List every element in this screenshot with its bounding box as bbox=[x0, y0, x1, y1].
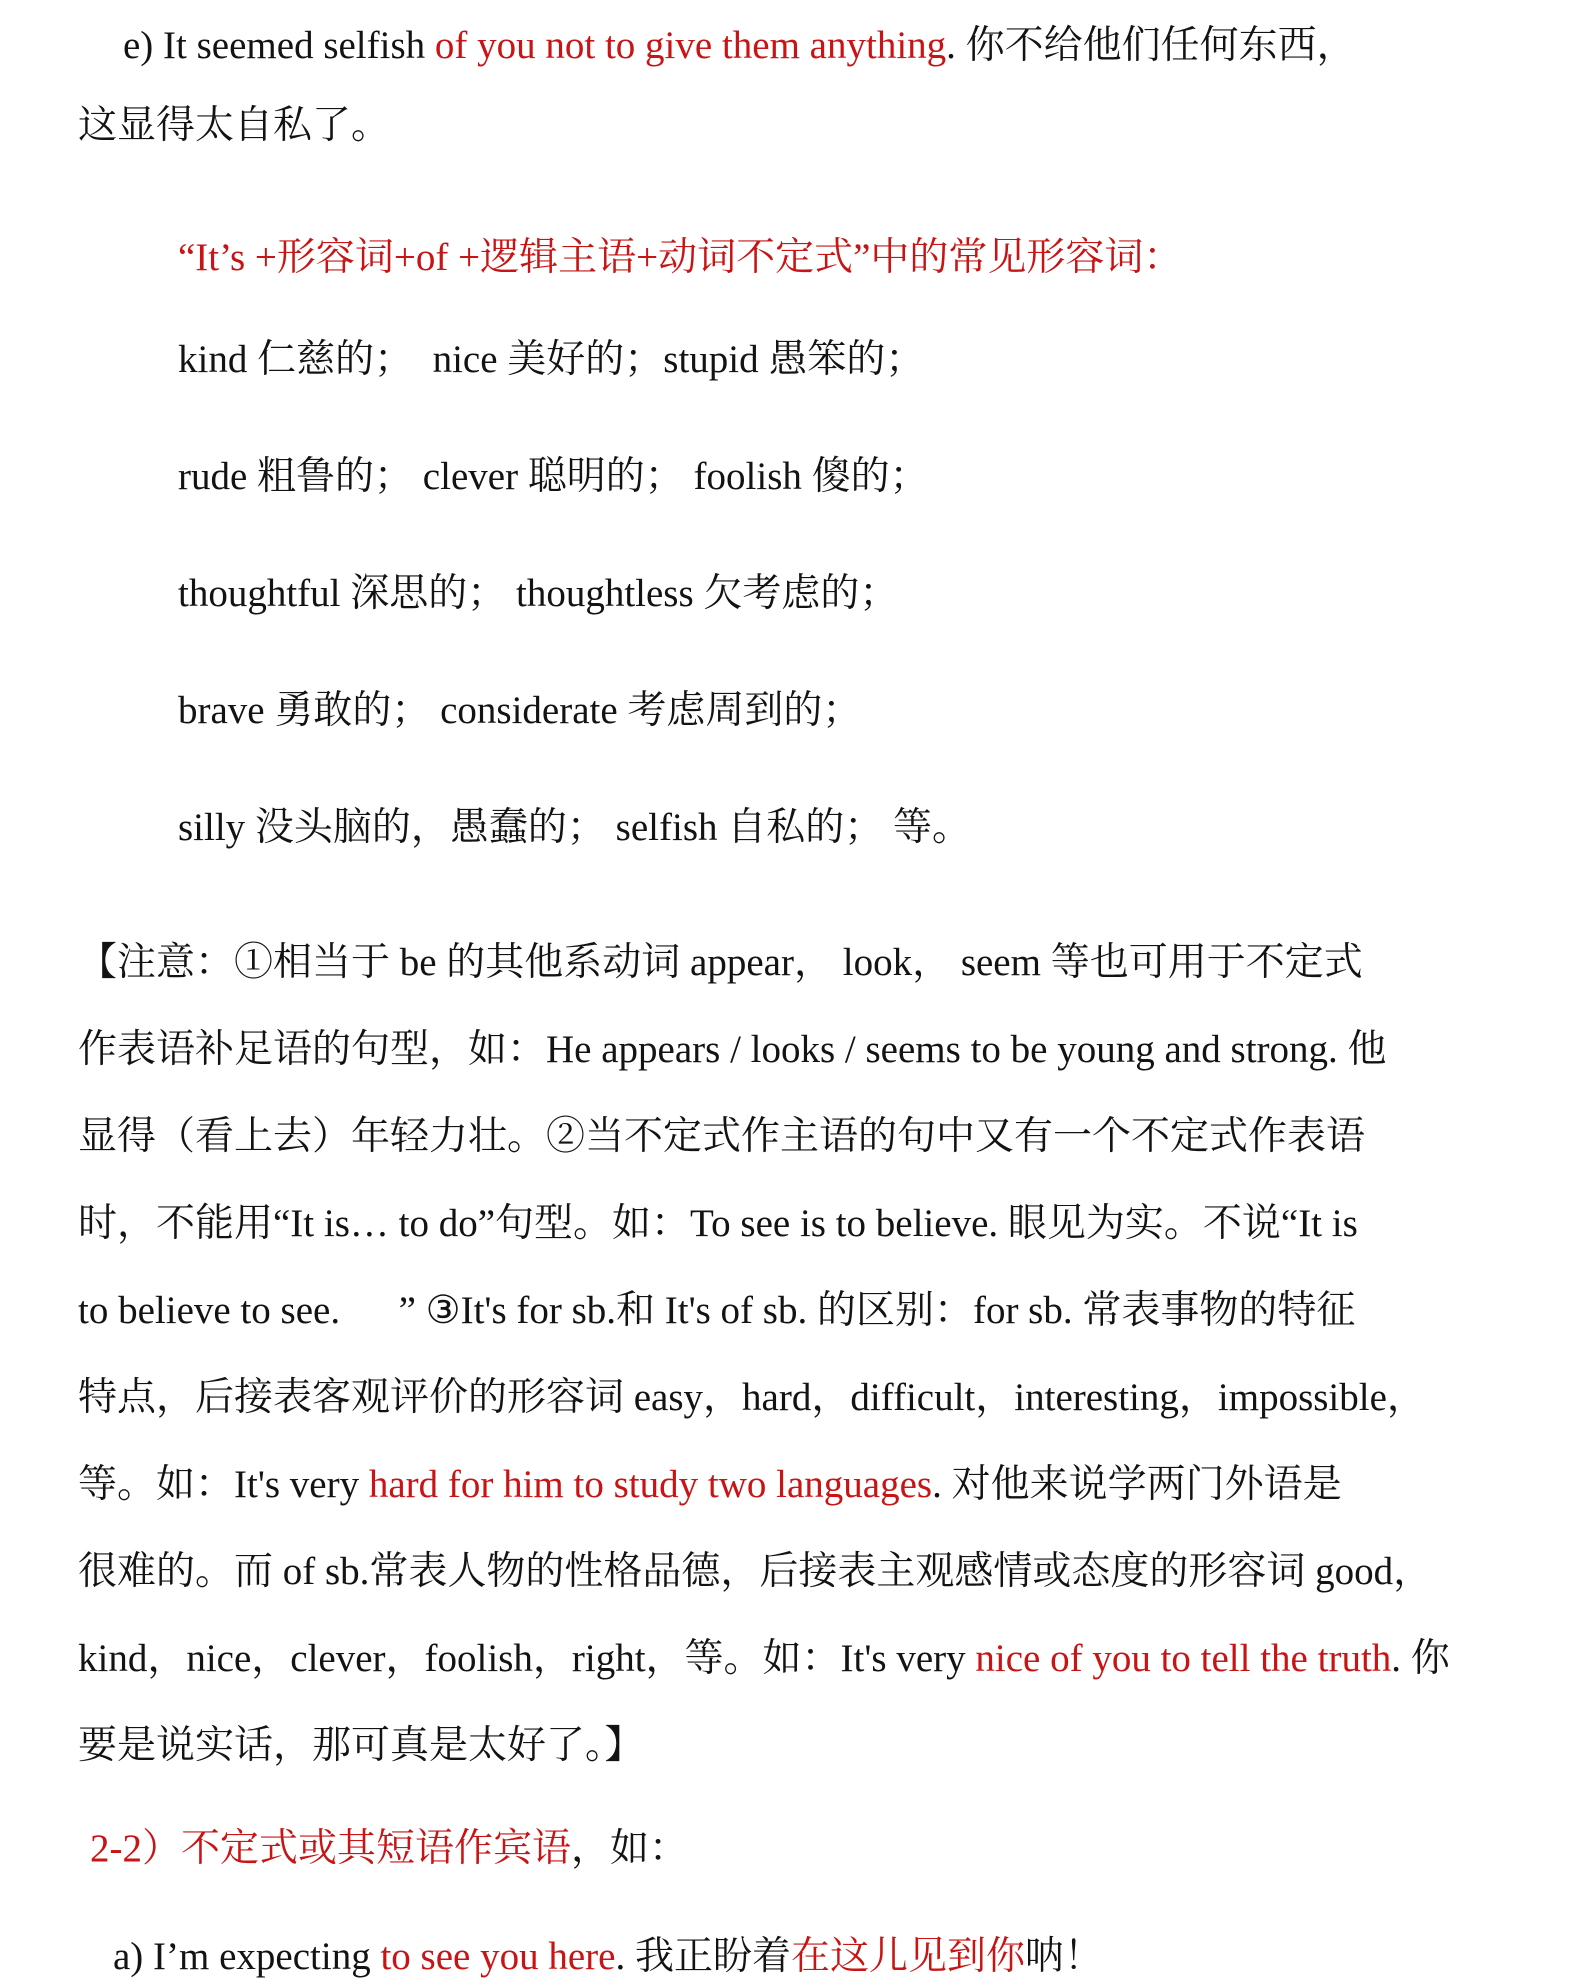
example-e-line-1 bbox=[123, 6, 1523, 86]
note-line bbox=[78, 919, 1523, 1006]
red-text-segment: of you not to give them anything bbox=[434, 24, 947, 67]
text-segment: . 你 bbox=[1391, 1637, 1450, 1680]
adjective-list-item: brave 勇敢的； considerate 考虑周到的； bbox=[178, 689, 862, 732]
adjective-list bbox=[178, 334, 1523, 854]
note-line bbox=[78, 1615, 1523, 1702]
text-segment: 呐！ bbox=[1025, 1935, 1104, 1978]
note-line bbox=[78, 1093, 1523, 1180]
text-segment: kind，nice，clever，foolish，right，等。如：It's very bbox=[78, 1637, 976, 1680]
note-line bbox=[78, 1354, 1523, 1441]
adjective-list-item: thoughtful 深思的； thoughtless 欠考虑的； bbox=[178, 572, 899, 615]
note-line bbox=[78, 1267, 1523, 1354]
section-heading-2-2 bbox=[90, 1819, 1523, 1879]
text-segment: 【注意：①相当于 be 的其他系动词 appear， look， seem 等也可用于不定式 bbox=[78, 941, 1363, 984]
text-segment: . 对他来说学两门外语是 bbox=[932, 1463, 1342, 1506]
note-line bbox=[78, 1441, 1523, 1528]
red-text-segment: 在这儿见到你 bbox=[790, 1935, 1025, 1978]
red-text-segment: nice of you to tell the truth bbox=[975, 1637, 1392, 1680]
adjective-list-item: silly 没头脑的，愚蠢的； selfish 自私的； 等。 bbox=[178, 806, 972, 849]
note-line bbox=[78, 1528, 1523, 1615]
text-segment: to believe to see. ” ③It's for sb.和 It's of sb. 的区别：for sb. 常表事物的特征 bbox=[78, 1289, 1356, 1332]
text-segment: 这显得太自私了。 bbox=[78, 104, 391, 147]
text-segment: ，如： bbox=[571, 1827, 689, 1870]
text-segment: . 我正盼着 bbox=[615, 1935, 791, 1978]
text-segment: e) It seemed selfish bbox=[123, 24, 435, 67]
example-e-line-2 bbox=[78, 86, 1523, 166]
example-a-line bbox=[113, 1929, 1523, 1985]
note-line bbox=[78, 1702, 1523, 1789]
pattern-heading bbox=[178, 218, 1523, 298]
adjective-list-item: rude 粗鲁的； clever 聪明的； foolish 傻的； bbox=[178, 455, 929, 498]
text-segment: 等。如：It's very bbox=[78, 1463, 369, 1506]
text-segment: 要是说实话，那可真是太好了。】 bbox=[78, 1724, 644, 1767]
text-segment: . 你不给他们任何东西， bbox=[946, 24, 1356, 67]
note-block bbox=[78, 919, 1523, 1789]
text-segment: 特点，后接表客观评价的形容词 easy，hard，difficult，interesting，impossible， bbox=[78, 1376, 1426, 1419]
red-text-segment: 2-2）不定式或其短语作宾语 bbox=[90, 1827, 571, 1870]
red-text-segment: “It’s +形容词+of +逻辑主语+动词不定式”中的常见形容词： bbox=[178, 236, 1183, 279]
text-segment: 作表语补足语的句型，如：He appears / looks / seems to be young and strong. 他 bbox=[78, 1028, 1387, 1071]
note-line bbox=[78, 1180, 1523, 1267]
text-segment: a) I’m expecting bbox=[113, 1935, 381, 1978]
red-text-segment: to see you here bbox=[380, 1935, 616, 1978]
red-text-segment: hard for him to study two languages bbox=[368, 1463, 933, 1506]
note-line bbox=[78, 1006, 1523, 1093]
adjective-list-item: kind 仁慈的； nice 美好的；stupid 愚笨的； bbox=[178, 338, 925, 381]
text-segment: 时，不能用“It is… to do”句型。如：To see is to believe. 眼见为实。不说“It is bbox=[78, 1202, 1358, 1245]
text-segment: 显得（看上去）年轻力壮。②当不定式作主语的句中又有一个不定式作表语 bbox=[78, 1115, 1366, 1158]
text-segment: 很难的。而 of sb.常表人物的性格品德，后接表主观感情或态度的形容词 good， bbox=[78, 1550, 1433, 1593]
